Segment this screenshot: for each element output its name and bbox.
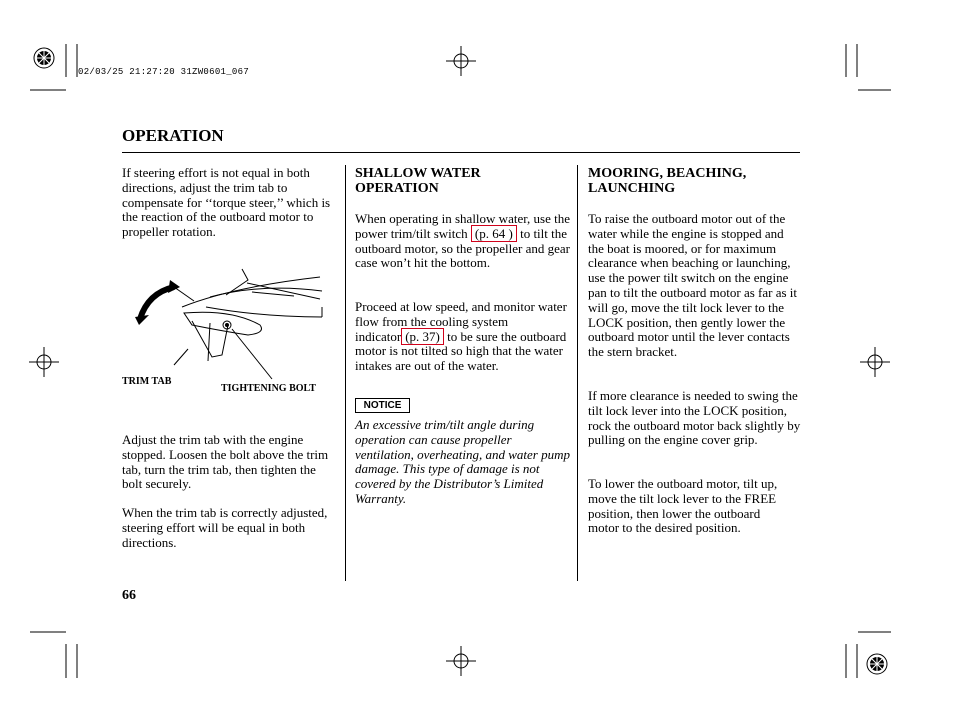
column-divider [345,165,346,581]
result-paragraph: When the trim tab is correctly adjusted, steering effort will be equal in both directions. [122,505,328,550]
shallow-water-paragraph-2: Proceed at low speed, and monitor water flow from the cooling system indicator (p. 37) to be sure the outboard motor is not tilted so high that the water intakes are out of the water. [355,299,567,374]
registration-target-icon [867,654,887,674]
figure-label-trim-tab: TRIM TAB [122,376,172,387]
mooring-paragraph-1: To raise the outboard motor out of the water while the engine is stopped and the boat is moored, or for maximum clearance when beaching or launching, use the power tilt switch on the engine pan to tilt the outboard motor as far as it will go, move the tilt lock lever to the LOCK position, then gently lower the outboard motor until the lever contacts the stern bracket. [588,211,798,360]
page-number: 66 [122,588,136,603]
page-reference-link[interactable]: (p. 64 ) [471,225,517,242]
notice-text: An excessive trim/tilt angle during operation can cause propeller ventilation, overheating, and water pump damage. This type of damage is not covered by the Distributor’s Limited Warranty. [355,417,570,506]
mooring-paragraph-3: To lower the outboard motor, tilt up, move the tilt lock lever to the FREE position, then lower the outboard motor to the desired position. [588,476,778,536]
adjust-paragraph: Adjust the trim tab with the engine stopped. Loosen the bolt above the trim tab, turn the trim tab, then tighten the bolt securely. [122,432,329,492]
intro-paragraph: If steering effort is not equal in both directions, adjust the trim tab to compensate for ‘‘torque steer,’’ which is the reaction of the outboard motor to propeller rotation. [122,165,331,240]
print-timestamp: 02/03/25 21:27:20 31ZW0601_067 [78,67,250,77]
figure-label-tightening-bolt: TIGHTENING BOLT [221,383,316,394]
page-reference-link[interactable]: (p. 37) [401,328,444,345]
mooring-heading: MOORING, BEACHING, LAUNCHING [588,166,747,196]
column-divider [577,165,578,581]
title-divider [122,152,800,153]
shallow-water-heading: SHALLOW WATER OPERATION [355,166,481,196]
notice-badge: NOTICE [355,398,410,413]
page-title: OPERATION [122,126,224,145]
mooring-paragraph-2: If more clearance is needed to swing the tilt lock lever into the LOCK position, rock the outboard motor back slightly by pulling on the engine cover grip. [588,388,801,448]
shallow-water-paragraph-1: When operating in shallow water, use the power trim/tilt switch (p. 64 ) to tilt the outboard motor, so the propeller and gear case won’t hit the bottom. [355,211,570,271]
registration-target-icon [34,48,54,68]
